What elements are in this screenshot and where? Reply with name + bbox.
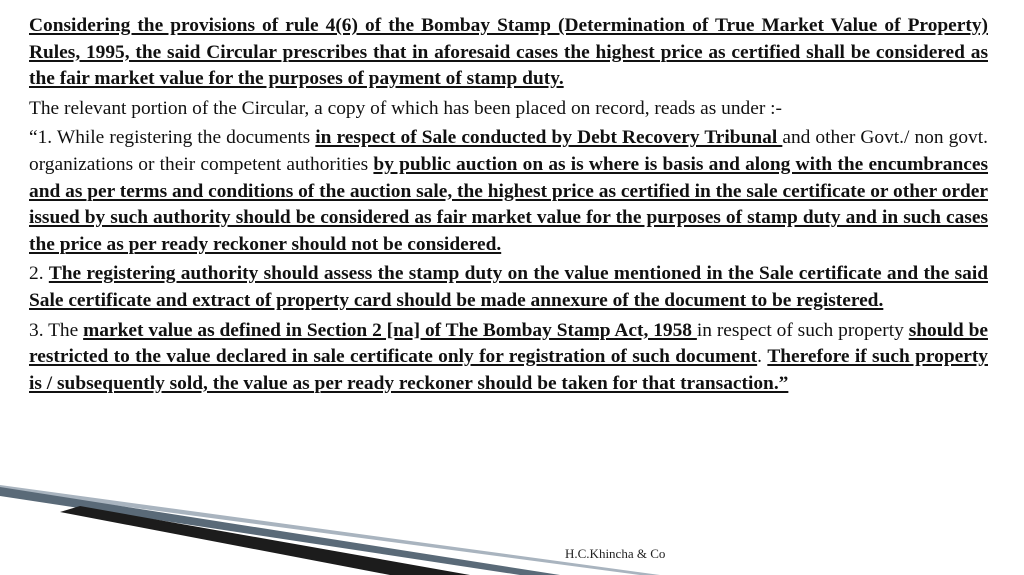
emphasized-text: in respect of Sale conducted by Debt Recovery Tribunal bbox=[315, 127, 783, 149]
emphasized-text: should be restricted to the value declared in sale certificate only for registration of such document bbox=[29, 319, 988, 368]
emphasized-text: Considering the provisions of rule 4(6) of the Bombay Stamp (Determination of True Market Value of Property) Rules, 1995, the said Circular prescribes that in aforesaid cases the highest price as certified shall be considered as the fair market value for the purposes of payment of stamp duty. bbox=[29, 15, 988, 90]
body-text: The relevant portion of the Circular, a copy of which has been placed on record, reads as under :- bbox=[29, 97, 783, 119]
footer-firm-name: H.C.Khincha & Co bbox=[565, 546, 666, 561]
paragraph-point-3 bbox=[29, 318, 988, 398]
emphasized-text: The registering authority should assess the stamp duty on the value mentioned in the Sale certificate and the said Sale certificate and extract of property card should be made annexure of the document to be registered. bbox=[29, 263, 988, 311]
body-text: 2. bbox=[29, 263, 49, 285]
body-text: and other Govt./ non govt. organizations or their competent authorities bbox=[29, 127, 988, 175]
body-text: 3. The bbox=[29, 319, 84, 341]
emphasized-text: by public auction on as is where is basis and along with the encumbrances and as per terms and conditions of the auction sale, the highest price as certified in the sale certificate or other order issued by such authority should be considered as fair market value for the purposes of stamp duty and in such cases the price as per ready reckoner should not be considered. bbox=[29, 153, 989, 255]
body-text: in respect of such property bbox=[696, 319, 909, 341]
emphasized-text: market value as defined in Section 2 [na] of The Bombay Stamp Act, 1958 bbox=[83, 319, 697, 341]
paragraph-point-2 bbox=[29, 261, 988, 314]
emphasized-text: Therefore if such property is / subsequently sold, the value as per ready reckoner should be taken for that transaction.” bbox=[29, 346, 988, 394]
paragraph-rule-4-6 bbox=[29, 13, 988, 93]
slide-body bbox=[29, 13, 988, 397]
paragraph-point-1 bbox=[29, 125, 988, 258]
paragraph-circular-intro bbox=[29, 96, 988, 123]
body-text: “1. While registering the documents bbox=[29, 127, 316, 149]
body-text: . bbox=[757, 346, 768, 368]
